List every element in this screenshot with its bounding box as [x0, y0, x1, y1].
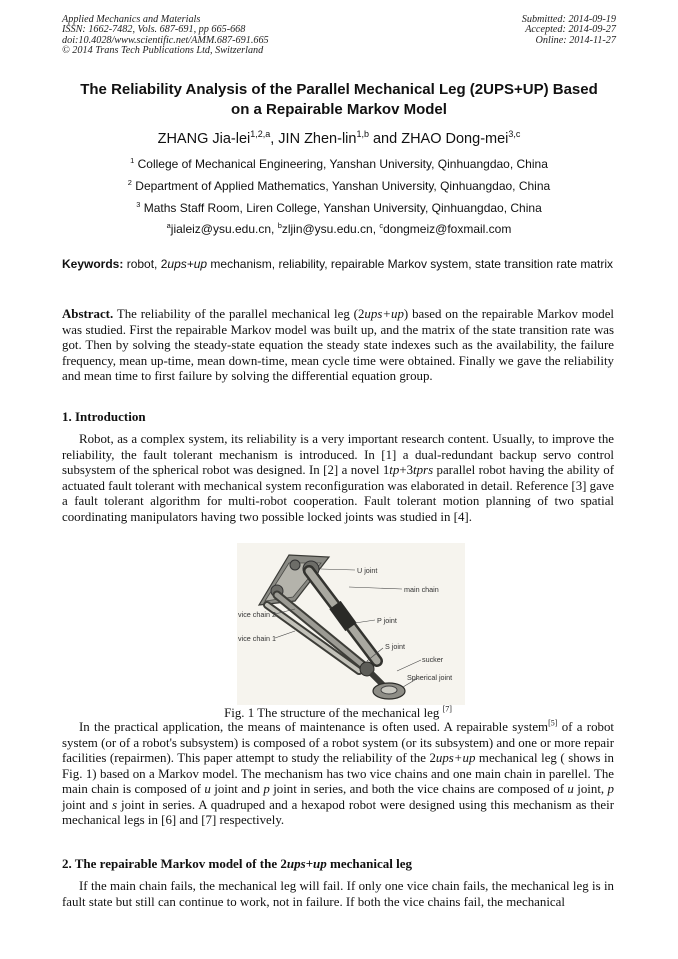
mechanical-leg-illustration [237, 543, 465, 705]
email-list: $^a$jialeiz@ysu.edu.cn, $^b$zljin@ysu.edu.cn, $^c$dongmeiz@foxmail.com [166, 221, 512, 236]
copyright-line: © 2014 Trans Tech Publications Ltd, Switzerland [62, 45, 264, 57]
label-u-joint: U joint [357, 566, 378, 575]
figure-mechanical-leg [237, 543, 465, 705]
label-vice-chain-1: vice chain 1 [238, 634, 276, 643]
submitted-date: Submitted: 2014-09-19 [521, 14, 616, 25]
abstract: Abstract. The reliability of the parallel mechanical leg (2ups+up) based on the repairable Markov model was studied. First the repairable Markov model was built up, and the matrix of the state transition rate was got. Then by solving the steady-state equation the steady state indexes such as the availability, the failure frequency, mean up-time, mean down-time, mean cycle time were obtained. Finally we gave the reliability and mean time to first failure by solving the differential equation group. [62, 307, 614, 383]
affiliation-2: $^2$ Department of Applied Mathematics, Yanshan University, Qinhuangdao, China [127, 178, 551, 193]
label-sucker: sucker [422, 655, 444, 664]
paragraph-failure-states: If the main chain fails, the mechanical leg will fail. If only one vice chain fails, the mechanical leg is in fault state but still can continue to work, not in failure. If both the vice chains fail, the mechanical [62, 879, 614, 909]
accepted-date: Accepted: 2014-09-27 [525, 24, 616, 36]
label-s-joint: S joint [385, 642, 405, 651]
introduction-paragraph: Robot, as a complex system, its reliability is a very important research content. Usually, to improve the reliability, the fault tolerant mechanism is introduced. In [1] a dual-redundant backup servo control subsystem of the spherical robot was designed. In [2] a novel 1tp+3tprs parallel robot having the ability of actuated fault tolerant with mechanical system reconfiguration was elaborated in detail. Reference [3] gave a fault tolerant algorithm for multi-robot cooperation. Fault tolerant motion planning of two spatial coordinating manipulators having two possible locked joints was studied in [4]. [62, 432, 615, 524]
label-vice-chain-2: vice chain 2 [238, 610, 276, 619]
keywords: Keywords: robot, 2ups+up mechanism, reliability, repairable Markov system, state transition rate matrix [62, 257, 614, 271]
label-main-chain: main chain [404, 585, 439, 594]
author-name: ZHAO Dong-mei [401, 131, 509, 147]
section-heading-markov-model: 2. The repairable Markov model of the 2ups+up mechanical leg [62, 856, 412, 871]
label-p-joint: P joint [377, 616, 397, 625]
dates-header [522, 15, 616, 46]
abstract-label: Abstract. [62, 307, 114, 321]
journal-name: Applied Mechanics and Materials [62, 14, 201, 25]
affiliation-1: $^1$ College of Mechanical Engineering, Yanshan University, Qinhuangdao, China [130, 156, 548, 171]
figure-caption: Fig. 1 The structure of the mechanical leg [7] [224, 704, 452, 720]
affiliation-3: $^3$ Maths Staff Room, Liren College, Yanshan University, Qinhuangdao, China [136, 200, 542, 215]
keywords-label: Keywords: [62, 257, 124, 271]
online-date: Online: 2014-11-27 [535, 34, 616, 46]
author-name: JIN Zhen-lin [278, 131, 357, 147]
label-spherical-joint: Spherical joint [407, 673, 453, 682]
author-name: ZHANG Jia-lei [157, 131, 251, 147]
paragraph-repairable-system: In the practical application, the means of maintenance is often used. A repairable system[5] of a robot system (or of a robot's subsystem) is composed of a robot system (or its subsystem) and one or more repair facilities (repairmen). This paper attempt to study the reliability of the 2ups+up mechanical leg ( shows in Fig. 1) based on a Markov model. The mechanism has two vice chains and one main chain in parellel. The main chain is composed of u joint and p joint in series, and both the vice chains are composed of u joint, p joint and s joint in series. A quadruped and a hexapod robot were designed using this mechanism as their mechanical legs in [6] and [7] respectively. [62, 718, 614, 827]
doi-line: doi:10.4028/www.scientific.net/AMM.687-691.665 [62, 34, 269, 46]
author-list: ZHANG Jia-lei$^{1,2,a}$, JIN Zhen-lin$^{1,b}$ and ZHAO Dong-mei$^{3,c}$ [157, 129, 521, 147]
issn-line: ISSN: 1662-7482, Vols. 687-691, pp 665-668 [62, 24, 246, 36]
journal-header [62, 15, 269, 57]
paper-title: The Reliability Analysis of the Parallel Mechanical Leg (2UPS+UP) Based on a Repairable Markov Model [80, 81, 598, 118]
section-heading-introduction: 1. Introduction [62, 409, 146, 424]
